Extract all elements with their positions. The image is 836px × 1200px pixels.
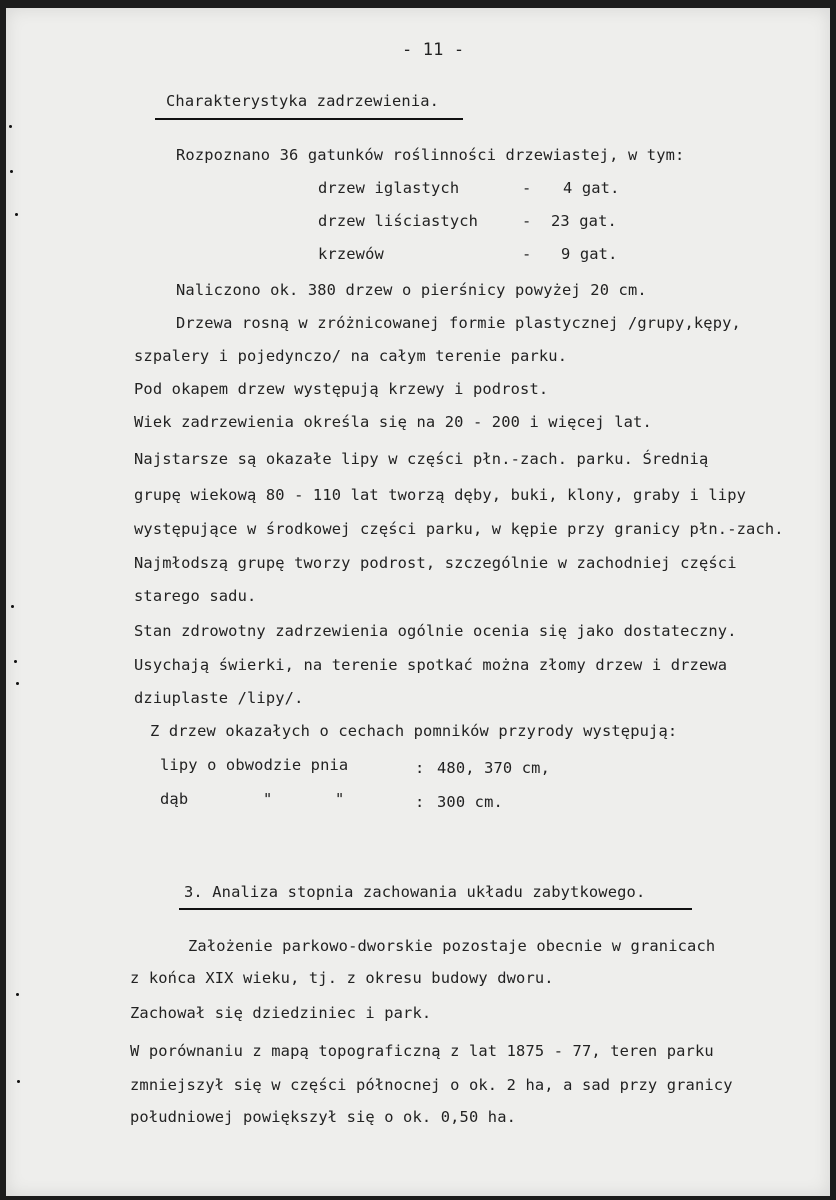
margin-speck [14,660,17,663]
margin-speck [9,125,12,128]
monument-colon: : [415,759,425,777]
margin-speck [16,993,19,996]
monument-value: 300 cm. [437,793,503,811]
species-kind: krzewów [318,245,384,263]
section-title: Charakterystyka zadrzewienia. [166,92,440,110]
text-line: grupę wiekową 80 - 110 lat tworzą dęby, buki, klony, graby i lipy [134,486,747,504]
species-dash: - [522,212,532,230]
section3-title: 3. Analiza stopnia zachowania układu zabytkowego. [184,883,646,901]
section-title-underline [155,118,463,120]
text-line: dziuplaste /lipy/. [134,689,304,707]
intro-line: Rozpoznano 36 gatunków roślinności drzewiastej, w tym: [176,146,685,164]
text-line: Zachował się dziedziniec i park. [130,1004,432,1022]
text-line: Wiek zadrzewienia określa się na 20 - 200 i więcej lat. [134,413,652,431]
monument-value: 480, 370 cm, [437,759,550,777]
margin-speck [16,682,19,685]
text-line: występujące w środkowej części parku, w kępie przy granicy płn.-zach. [134,520,784,538]
section3-title-underline [179,908,692,910]
species-kind: drzew liściastych [318,212,479,230]
monuments-intro: Z drzew okazałych o cechach pomników przyrody występują: [150,722,678,740]
text-line: Naliczono ok. 380 drzew o pierśnicy powyżej 20 cm. [176,281,647,299]
species-dash: - [522,245,532,263]
ditto-mark: " [335,790,345,808]
text-line: Stan zdrowotny zadrzewienia ogólnie ocenia się jako dostateczny. [134,622,737,640]
text-line: Założenie parkowo-dworskie pozostaje obecnie w granicach [188,937,716,955]
margin-speck [10,170,13,173]
species-kind: drzew iglastych [318,179,460,197]
text-line: Najmłodszą grupę tworzy podrost, szczególnie w zachodniej części [134,554,737,572]
species-count: 4 gat. [563,179,620,197]
ditto-mark: " [263,790,273,808]
monument-tree: dąb [160,790,189,808]
text-line: Drzewa rosną w zróżnicowanej formie plastycznej /grupy,kępy, [176,314,741,332]
text-line: zmniejszył się w części północnej o ok. 2 ha, a sad przy granicy [130,1076,733,1094]
species-count: 9 gat. [561,245,618,263]
margin-speck [17,1080,20,1083]
text-line: Pod okapem drzew występują krzewy i podrost. [134,380,549,398]
text-line: szpalery i pojedynczo/ na całym terenie parku. [134,347,568,365]
monument-tree: lipy o obwodzie pnia [160,756,349,774]
species-count: 23 gat. [551,212,617,230]
text-line: starego sadu. [134,587,257,605]
page-number: - 11 - [402,40,465,60]
text-line: Usychają świerki, na terenie spotkać można złomy drzew i drzewa [134,656,728,674]
species-dash: - [522,179,532,197]
text-line: z końca XIX wieku, tj. z okresu budowy dworu. [130,969,554,987]
text-line: południowej powiększył się o ok. 0,50 ha. [130,1108,517,1126]
text-line: Najstarsze są okazałe lipy w części płn.-zach. parku. Średnią [134,450,709,468]
monument-colon: : [415,793,425,811]
margin-speck [15,213,18,216]
margin-speck [11,605,14,608]
text-line: W porównaniu z mapą topograficzną z lat 1875 - 77, teren parku [130,1042,714,1060]
